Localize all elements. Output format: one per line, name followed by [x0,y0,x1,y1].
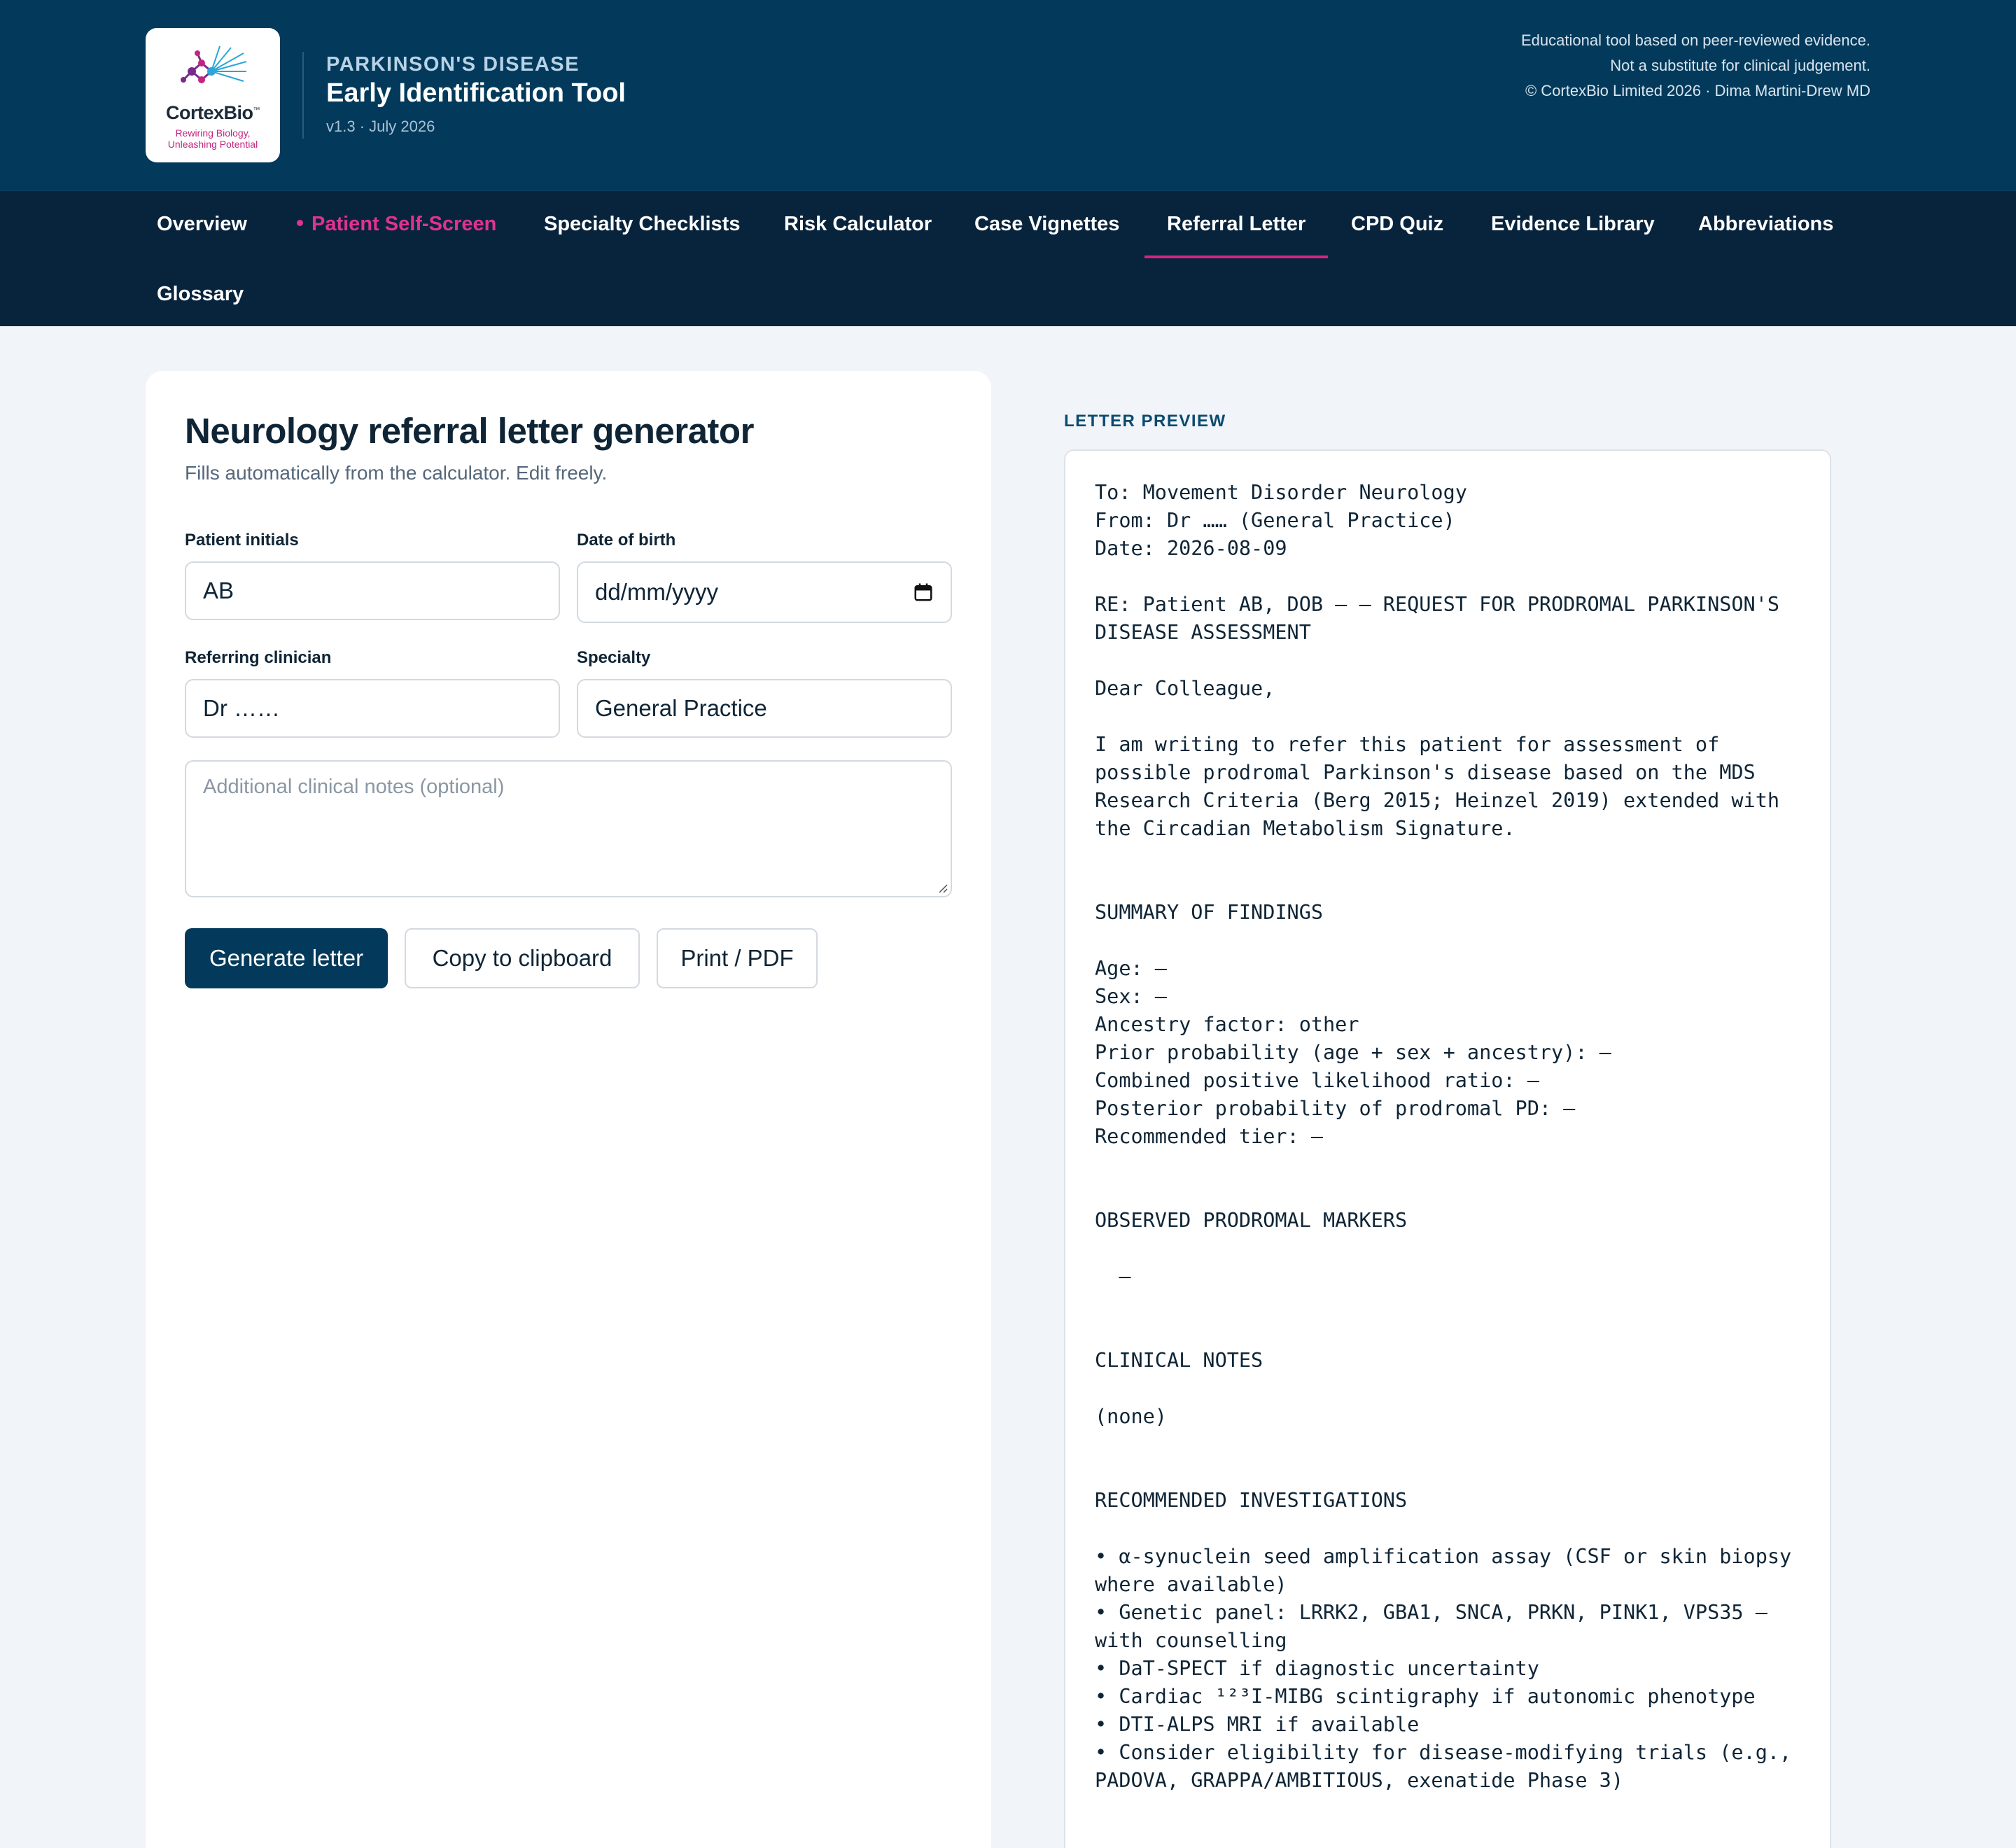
specialty-input[interactable] [577,679,952,738]
form-title: Neurology referral letter generator [185,411,754,451]
copy-to-clipboard-button[interactable]: Copy to clipboard [405,928,640,988]
header-disclaimer: Educational tool based on peer-reviewed evidence. Not a substitute for clinical judgement. © CortexBio Limited 2026 · Dima Martini-Drew MD [1521,31,1870,99]
logo-wordmark: CortexBio™ [165,102,260,123]
dob-placeholder: dd/mm/yyyy [595,579,719,605]
referring-clinician-value: Dr …… [203,695,280,721]
referral-form-card [146,371,991,1848]
tab-specialty-checklists[interactable]: Specialty Checklists [544,213,741,235]
tab-patient-self-screen[interactable]: Patient Self-Screen [297,191,496,257]
logo-molecule-icon [176,43,249,102]
referring-clinician-label: Referring clinician [185,648,332,667]
tab-evidence-library[interactable]: Evidence Library [1491,213,1655,235]
print-pdf-button[interactable]: Print / PDF [657,928,818,988]
tab-risk-calculator[interactable]: Risk Calculator [784,213,932,235]
clinical-notes-textarea[interactable] [185,760,952,897]
specialty-label: Specialty [577,648,651,667]
generate-letter-button[interactable]: Generate letter [185,928,388,988]
brand-eyebrow: PARKINSON'S DISEASE [326,53,580,76]
form-subtitle: Fills automatically from the calculator. Edit freely. [185,462,608,484]
app-title: Early Identification Tool [326,78,626,108]
tab-cpd-quiz[interactable]: CPD Quiz [1351,213,1444,235]
cortexbio-logo[interactable] [146,28,280,162]
letter-preview-panel [1064,449,1831,1848]
tab-abbreviations[interactable]: Abbreviations [1698,213,1834,235]
specialty-value: General Practice [595,695,767,721]
patient-initials-label: Patient initials [185,531,299,550]
app-header [0,0,2016,190]
dob-label: Date of birth [577,531,676,550]
patient-initials-input[interactable] [185,561,560,620]
main-nav [0,190,2016,326]
tab-glossary[interactable]: Glossary [157,283,244,305]
tab-referral-letter[interactable]: Referral Letter [1167,191,1306,257]
dob-input[interactable] [577,561,952,623]
app-version: v1.3 · July 2026 [326,118,435,135]
brand-divider [302,52,304,139]
calendar-icon[interactable] [913,582,934,603]
letter-preview-label: LETTER PREVIEW [1064,412,1226,430]
tab-overview[interactable]: Overview [157,213,247,235]
tab-case-vignettes[interactable]: Case Vignettes [974,213,1120,235]
referring-clinician-input[interactable] [185,679,560,738]
resize-handle-icon[interactable] [937,882,948,893]
clinical-notes-placeholder: Additional clinical notes (optional) [203,776,505,798]
logo-tagline: Rewiring Biology, Unleashing Potential [167,127,258,150]
highlight-dot-icon [297,220,303,226]
letter-preview-text: To: Movement Disorder Neurology From: Dr …… (General Practice) Date: 2026-08-09 RE: Patient AB, DOB — — REQUEST FOR PRODROMAL PARKINSON'S DISEASE ASSESSMENT Dear Colleague, I am writing to refer this patient for assessment of possible prodromal Parkinson's disease based on the MDS Research Criteria (Berg 2015; Heinzel 2019) extended with the Circadian Metabolism Signature. SUMMARY OF FINDINGS Age: — Sex: — Ancestry factor: other Prior probability (age + sex + ancestry): — Combined positive likelihood ratio: — Posterior probability of prodromal PD: — Recommended tier: — OBSERVED PRODROMAL MARKERS — CLINICAL NOTES (none) RECOMMENDED INVESTIGATIONS • α-synuclein seed amplification assay (CSF or skin biopsy where available) • Genetic panel: LRRK2, GBA1, SNCA, PRKN, PINK1, VPS35 — with counselling • DaT-SPECT if diagnostic uncertainty • Cardiac ¹²³I-MIBG scintigraphy if autonomic phenotype • DTI-ALPS MRI if available • Consider eligibility for disease-modifying trials (e.g., PADOVA, GRAPPA/AMBITIOUS, exenatide Phase 3) [1095,481,1792,1792]
patient-initials-value: AB [203,578,234,603]
